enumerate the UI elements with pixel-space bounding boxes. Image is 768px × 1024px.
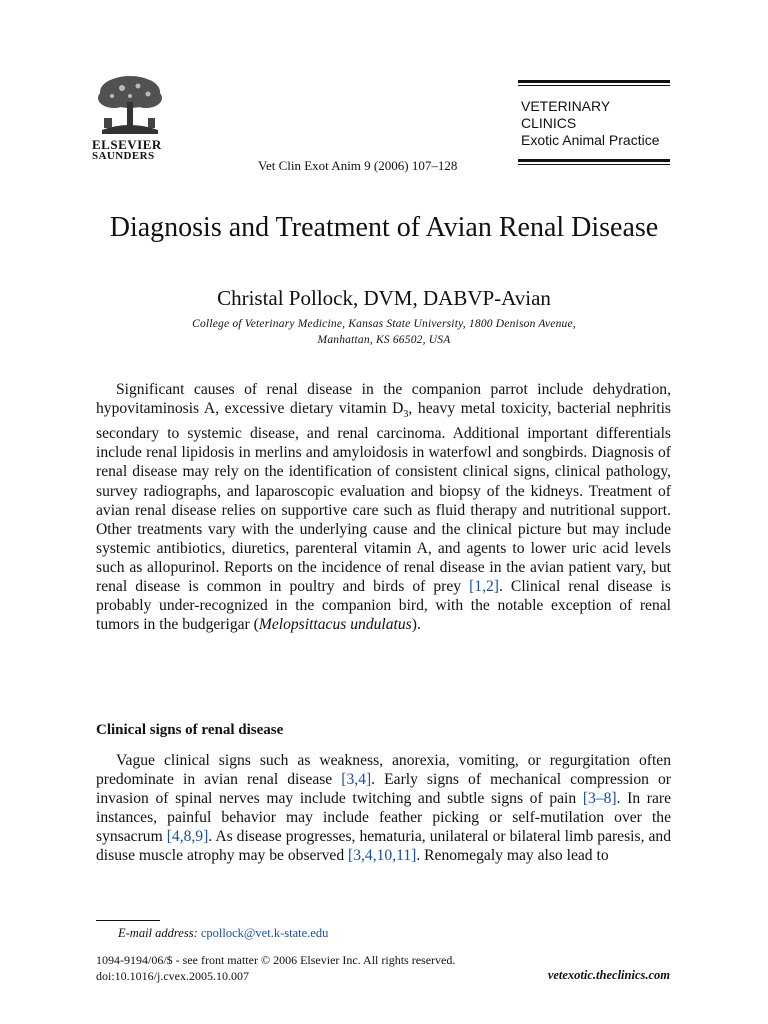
journal-name-line2: CLINICS <box>521 115 577 131</box>
journal-website-link[interactable]: vetexotic.theclinics.com <box>547 968 670 982</box>
citation-link-3-4-10-11[interactable]: [3,4,10,11] <box>348 847 417 865</box>
publisher-imprint: SAUNDERS <box>92 150 155 162</box>
citation-link-4-8-9[interactable]: [4,8,9] <box>166 828 209 846</box>
email-link[interactable]: cpollock@vet.k-state.edu <box>200 926 329 940</box>
masthead-rule-bottom-thin <box>518 164 670 165</box>
citation-link-3-8[interactable]: [3–8] <box>582 790 617 808</box>
abstract-text-1: Significant causes of renal disease in the companion parrot include dehydration, hypovitaminosis A, excessive dietary vitamin D <box>96 381 671 418</box>
doi-line: doi:10.1016/j.cvex.2005.10.007 <box>96 969 249 983</box>
section-text-2: . Early signs of mechanical compression or invasion of spinal nerves may include twitching and subtle signs of pain <box>96 771 671 808</box>
copyright-block <box>96 952 455 984</box>
article-title: Diagnosis and Treatment of Avian Renal Disease <box>109 212 659 243</box>
journal-name-line1: VETERINARY <box>521 98 611 114</box>
journal-citation: Vet Clin Exot Anim 9 (2006) 107–128 <box>258 158 458 173</box>
section-heading: Clinical signs of renal disease <box>96 722 284 738</box>
elsevier-logo <box>92 74 170 162</box>
masthead-rule-top <box>518 80 670 83</box>
citation-link-3-4[interactable]: [3,4] <box>341 771 372 789</box>
section-paragraph <box>96 751 671 866</box>
affiliation-line-1: College of Veterinary Medicine, Kansas State University, 1800 Denison Avenue, <box>192 318 576 330</box>
section-text-4: . As disease progresses, hematuria, unilateral or bilateral limb paresis, and disuse muscle atrophy may be observed <box>96 828 671 865</box>
issn-line: 1094-9194/06/$ - see front matter © 2006 Elsevier Inc. All rights reserved. <box>96 953 456 967</box>
journal-masthead <box>518 80 670 165</box>
abstract-text-2: , heavy metal toxicity, bacterial nephritis secondary to systemic disease, and renal carcinoma. Additional important differentials include renal lipidosis in merlins and amyloidosis in waterfowl and songbirds. Diagnosis of renal disease may rely on the identification of consistent clinical signs, clinical pathology, survey radiographs, and laparoscopic evaluation and biopsy of the kidneys. Treatment of avian renal disease relies on supportive care such as fluid therapy and nutritional support. Other treatments vary with the underlying cause and the clinical picture but may include systemic antibiotics, diuretics, parenteral vitamin A, and agents to lower uric acid levels such as allopurinol. Reports on the incidence of renal disease in the avian patient vary, but renal disease is common in poultry and birds of prey <box>96 400 671 596</box>
journal-name-line3: Exotic Animal Practice <box>521 132 660 148</box>
abstract-text-3: . Clinical renal disease is probably under-recognized in the companion bird, with the notable exception of renal tumors in the budgerigar ( <box>96 578 671 634</box>
species-name: Melopsittacus undulatus <box>258 616 412 634</box>
masthead-rule-bottom <box>518 159 670 162</box>
publisher-name: ELSEVIER <box>92 137 162 152</box>
section-text-5: . Renomegaly may also lead to <box>416 847 609 865</box>
elsevier-tree-icon <box>92 74 168 136</box>
section-text-3: . In rare instances, painful behavior may include feather picking or self-mutilation over the synsacrum <box>96 790 671 846</box>
masthead-rule-top-thin <box>518 85 670 86</box>
vitamin-d-subscript: 3 <box>403 409 409 421</box>
abstract-text-4: ). <box>411 616 421 634</box>
footnote-rule <box>96 920 160 921</box>
author-affiliation <box>120 316 648 348</box>
citation-link-1-2[interactable]: [1,2] <box>469 578 499 596</box>
section-text-1: Vague clinical signs such as weakness, anorexia, vomiting, or regurgitation often predominate in avian renal disease <box>96 752 671 789</box>
article-author: Christal Pollock, DVM, DABVP-Avian <box>217 286 551 310</box>
affiliation-line-2: Manhattan, KS 66502, USA <box>317 334 451 346</box>
author-email <box>118 926 328 941</box>
email-label: E-mail address: <box>118 926 198 940</box>
abstract-paragraph <box>96 380 671 634</box>
